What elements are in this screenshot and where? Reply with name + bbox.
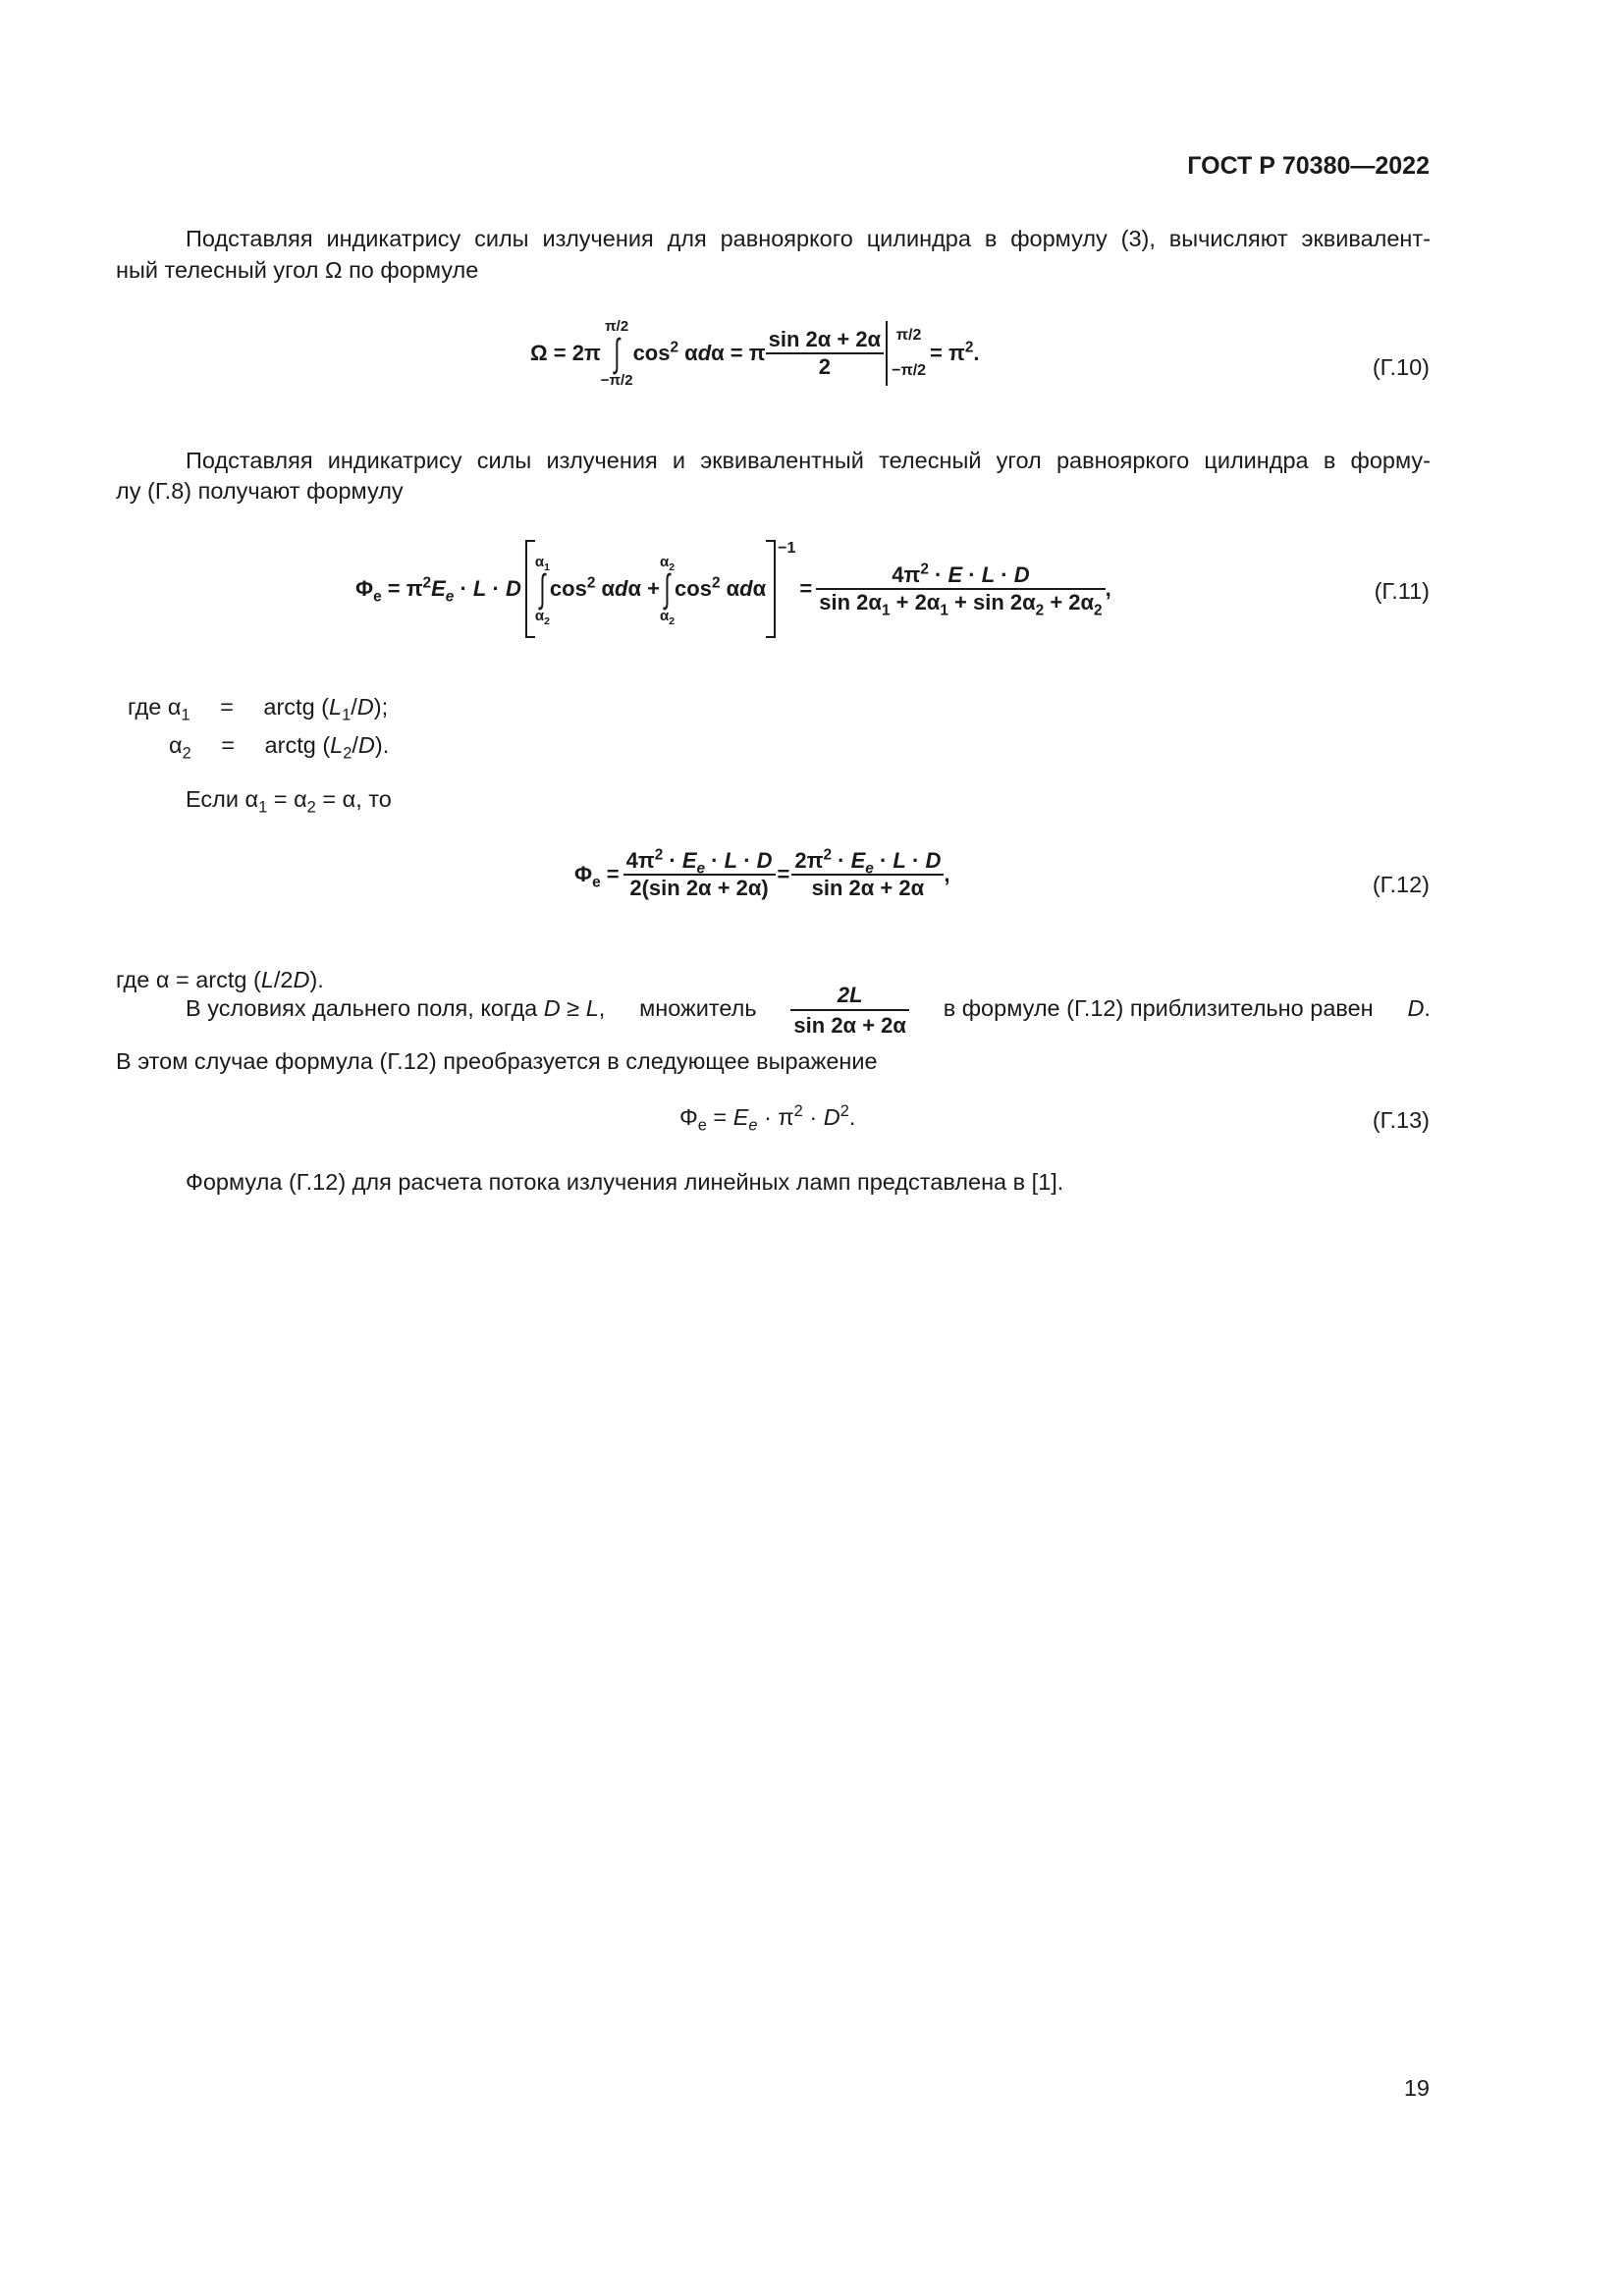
if-suffix: , то [355,786,392,812]
where2-prefix: где [116,967,150,992]
far-field-text-c: в формуле (Г.12) приблизительно равен [943,995,1374,1021]
equation-number-g13: (Г.13) [1372,1107,1430,1133]
equation-g13: $\Phi_e = E_e \cdot \pi^2 \cdot D^2$. [679,1102,856,1135]
paragraph-2-line-2: лу (Г.8) получают формулу [116,478,404,504]
if-prefix: Если [186,786,239,812]
where-fn-1: arctg [263,694,315,720]
equation-g12: $\Phi_e$ = $\frac{4\pi^2 \cdot E_e \cdot L \cdot D}{2(\sin 2\alpha + 2\alpha)}$ = $\frac{2\pi^2 \cdot E_e \cdot L \cdot D}{\sin 2\alpha + 2\alpha}$ , [574,846,950,900]
where-eq-sign-1: = [220,694,234,720]
equation-g10: Ω = 2π π/2 ∫ −π/2 $\cos^2 \alpha d\alpha = \pi$ $\frac{\sin 2\alpha + 2\alpha}{2}$ π/2 −π/2 = $\pi^2$. [530,318,980,389]
page-number: 19 [1403,2075,1430,2101]
paragraph-3-line-2: В этом случае формула (Г.12) преобразуется в следующее выражение [116,1048,878,1074]
equation-g11: $\Phi_e = \pi^2E_e \cdot L \cdot D$ $\alpha_1$ ∫ $\alpha_2$ $\cos^2 \alpha d\alpha$ + $\alpha_2$ ∫ $\alpha_2$ $\cos^2 \alpha d\alpha$ −1 = $\frac{4\pi^2 \cdot E \cdot L \cdot D}{\sin 2\alpha_1 + 2\alpha_1 + \sin 2\alpha_2 + 2\alpha_2}$ , [355,540,1111,638]
paragraph-1-line-2: ный телесный угол Ω по формуле [116,257,479,283]
paragraph-2-line-1: Подставляя индикатрису силы излучения и эквивалентный телесный угол равнояркого цилиндра в форму- [186,448,1431,473]
where-eq-sign-2: = [221,732,236,758]
equation-number-g10: (Г.10) [1372,354,1430,380]
paragraph-3-line-1: В условиях дальнего поля, когда D ≥ L, множитель $\frac{2L}{\sin 2\alpha + 2\alpha}$ в формуле (Г.12) приблизительно равен D. [186,983,1431,1038]
where-prefix: где [128,694,162,720]
where-alpha1-line: где $\alpha_1$ = arctg $(L_1/D)$; [128,694,389,724]
equation-number-g12: (Г.12) [1372,872,1430,897]
paragraph-4: Формула (Г.12) для расчета потока излучения линейных ламп представлена в [1]. [186,1169,1064,1195]
where-alpha2-line: $\alpha_2$ = arctg $(L_2/D)$. [169,732,390,763]
paragraph-1-line-1: Подставляя индикатрису силы излучения для равнояркого цилиндра в формулу (3), вычисляют эквивалент- [186,226,1431,251]
far-field-text-b: множитель [639,995,757,1021]
equation-number-g11: (Г.11) [1374,578,1430,604]
document-code-header: ГОСТ Р 70380—2022 [1187,152,1430,180]
if-condition-line: Если $\alpha_1 = \alpha_2 = \alpha$, то [186,786,392,817]
where-alpha-line: где α = arctg (L/2D). [116,967,324,992]
far-field-text-a: В условиях дальнего поля, когда [186,995,538,1021]
where-fn-2: arctg [264,732,316,758]
